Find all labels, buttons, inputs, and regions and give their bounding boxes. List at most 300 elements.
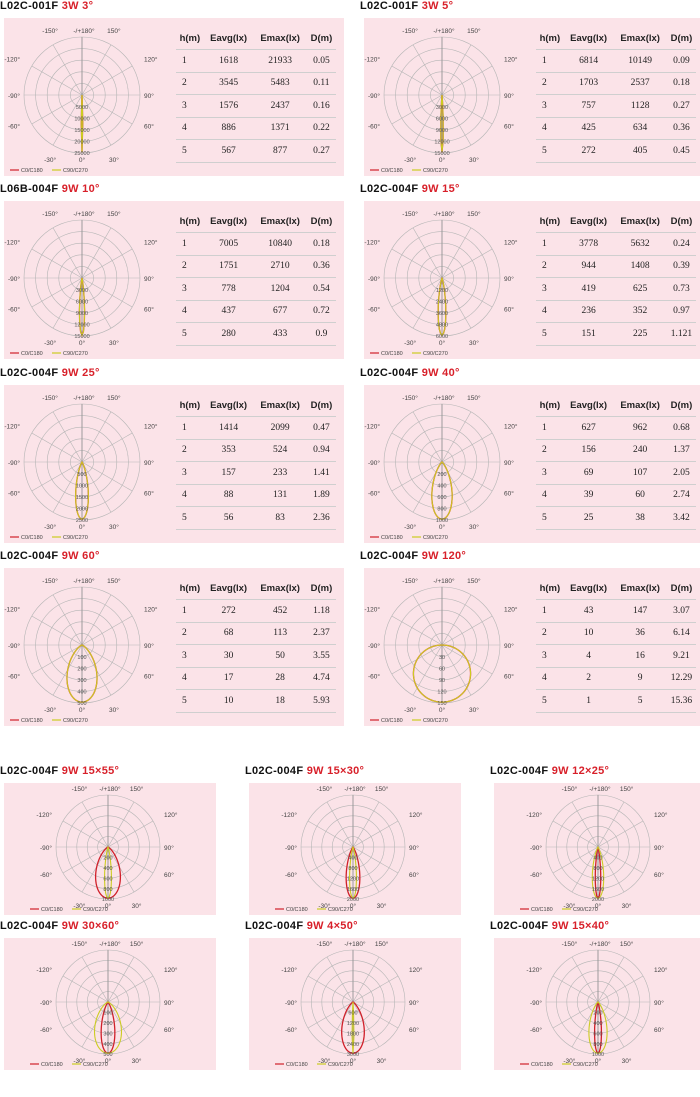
grid-spoke (53, 595, 82, 645)
table-cell: 151 (564, 323, 614, 346)
grid-spoke (108, 957, 134, 1002)
spec-label: 3W 5° (421, 0, 454, 12)
table-cell: 3 (536, 95, 564, 118)
table-row (176, 278, 336, 301)
table-cell: 2.74 (667, 484, 696, 507)
angle-label: 60° (654, 872, 664, 880)
table-cell: 1703 (564, 72, 614, 95)
table-cell: 0.11 (307, 72, 336, 95)
angle-label: 90° (164, 845, 174, 852)
table-header: Emax(lx) (613, 28, 666, 50)
radial-label: 400 (103, 1041, 113, 1048)
table-cell: 2537 (613, 72, 666, 95)
legend (10, 351, 88, 357)
table-cell: 5 (176, 507, 204, 530)
polar-chart (364, 385, 524, 543)
table-cell: 0.05 (307, 50, 336, 73)
legend-label-c0: C0/C180 (381, 718, 403, 724)
table-cell: 0.68 (667, 417, 696, 440)
legend-label-c0: C0/C180 (41, 907, 63, 913)
table-cell: 419 (564, 278, 614, 301)
table-cell: 157 (204, 462, 254, 485)
table-header: D(m) (307, 211, 336, 233)
angle-label: 30° (468, 340, 479, 347)
grid-spoke (353, 821, 398, 847)
table-cell: 4.74 (307, 667, 336, 690)
angle-label: 0° (78, 157, 86, 164)
angle-label: -120° (36, 966, 52, 974)
grid-spoke (82, 595, 111, 645)
table-cell: 962 (613, 417, 666, 440)
table-row (536, 484, 696, 507)
table-cell: 1 (536, 417, 564, 440)
grid-spoke (442, 45, 471, 95)
angle-label: 60° (409, 872, 419, 880)
angle-label: -/+180° (589, 786, 611, 793)
table-cell: 15.36 (667, 690, 696, 713)
legend-label-c90: C90/C270 (423, 535, 448, 541)
angle-label: -90° (368, 643, 380, 650)
model-name: L02C-004F (360, 367, 419, 379)
angle-label: -90° (40, 845, 52, 852)
angle-label: 120° (164, 811, 178, 819)
angle-label: 120° (144, 606, 158, 614)
table-header: h(m) (176, 28, 204, 50)
radial-label: 600 (103, 876, 113, 883)
illuminance-table (536, 395, 696, 530)
radial-label: 200 (77, 666, 87, 673)
table-cell: 69 (564, 462, 614, 485)
grid-spoke (32, 616, 82, 645)
table-row (536, 140, 696, 163)
chart-title (245, 920, 358, 932)
grid-spoke (108, 821, 153, 847)
chart-title (0, 920, 119, 932)
grid-spoke (442, 66, 492, 95)
radial-label: 500 (103, 1052, 113, 1059)
grid-spoke (32, 462, 82, 491)
table-header: Eavg(lx) (564, 28, 614, 50)
angle-label: 30° (376, 1058, 387, 1065)
angle-label: -60° (368, 123, 380, 131)
spec-label: 9W 4×50° (306, 920, 358, 932)
spec-label: 9W 25° (61, 367, 100, 379)
chart-block (0, 367, 350, 545)
angle-label: 0° (349, 903, 357, 910)
polar-chart (364, 568, 524, 726)
grid-spoke (32, 249, 82, 278)
table-cell: 21933 (253, 50, 306, 73)
table-row (536, 622, 696, 645)
grid-spoke (308, 976, 353, 1002)
table-header: D(m) (307, 395, 336, 417)
angle-label: -150° (42, 578, 58, 585)
legend-label-c90: C90/C270 (63, 351, 88, 357)
model-name: L02C-001F (360, 0, 419, 12)
radial-label: 30 (438, 654, 446, 661)
table-cell: 43 (564, 600, 614, 623)
chart-title (360, 183, 460, 195)
table-cell: 886 (204, 117, 254, 140)
table-cell: 10149 (613, 50, 666, 73)
radial-label: 4800 (435, 322, 449, 329)
table-cell: 1.121 (667, 323, 696, 346)
angle-label: 150° (467, 28, 481, 35)
grid-spoke (53, 412, 82, 462)
chart-title (0, 765, 119, 777)
legend-label-c0: C0/C180 (286, 907, 308, 913)
grid-spoke (572, 957, 598, 1002)
legend-label-c0: C0/C180 (21, 718, 43, 724)
chart-panel (364, 385, 700, 543)
angle-label: -120° (4, 606, 20, 614)
radial-label: 500 (77, 701, 87, 708)
table-header: Emax(lx) (253, 211, 306, 233)
legend-label-c0: C0/C180 (21, 168, 43, 174)
table-cell: 17 (204, 667, 254, 690)
angle-label: -150° (316, 941, 333, 948)
spec-label: 9W 40° (421, 367, 460, 379)
table-cell: 5632 (613, 233, 666, 256)
radial-label: 800 (437, 506, 447, 513)
chart-panel (4, 385, 344, 543)
angle-label: 90° (504, 643, 514, 650)
legend-label-c90: C90/C270 (573, 1062, 598, 1068)
radial-label: 60 (438, 666, 446, 673)
grid-spoke (327, 957, 353, 1002)
angle-label: -60° (368, 490, 380, 498)
table-cell: 1 (564, 690, 614, 713)
grid-spoke (353, 802, 379, 847)
angle-label: -90° (368, 93, 380, 100)
angle-label: 60° (144, 306, 154, 314)
angle-label: -/+180° (433, 578, 455, 585)
angle-label: 60° (504, 306, 514, 314)
spec-label: 9W 15° (421, 183, 460, 195)
table-cell: 131 (253, 484, 306, 507)
radial-label: 2400 (346, 1041, 360, 1048)
angle-label: -30° (404, 340, 417, 347)
model-name: L02C-004F (0, 550, 59, 562)
radial-label: 100 (103, 1010, 113, 1017)
legend-label-c0: C0/C180 (21, 351, 43, 357)
table-cell: 3778 (564, 233, 614, 256)
angle-label: -150° (316, 786, 333, 793)
table-header: D(m) (667, 211, 696, 233)
table-cell: 1414 (204, 417, 254, 440)
angle-label: 120° (144, 56, 158, 64)
angle-label: -30° (73, 1058, 86, 1065)
table-row (176, 462, 336, 485)
grid-spoke (32, 66, 82, 95)
legend-label-c0: C0/C180 (531, 1062, 553, 1068)
table-row (536, 462, 696, 485)
grid-spoke (392, 66, 442, 95)
table-cell: 233 (253, 462, 306, 485)
table-cell: 10 (564, 622, 614, 645)
radial-label: 1600 (346, 886, 360, 893)
polar-chart (4, 783, 216, 915)
angle-label: -/+180° (344, 941, 366, 948)
chart-panel (494, 783, 700, 915)
angle-label: -/+180° (344, 786, 366, 793)
table-cell: 1618 (204, 50, 254, 73)
angle-label: -150° (402, 28, 418, 35)
angle-label: -30° (563, 903, 576, 910)
grid-spoke (353, 957, 379, 1002)
polar-chart (4, 385, 164, 543)
table-row (536, 72, 696, 95)
grid-spoke (442, 433, 492, 462)
grid-spoke (32, 433, 82, 462)
table-cell: 3545 (204, 72, 254, 95)
angle-label: -120° (4, 423, 20, 431)
radial-label: 1000 (101, 897, 115, 904)
radial-label: 400 (103, 866, 113, 872)
grid-spoke (108, 802, 134, 847)
table-cell: 2 (176, 255, 204, 278)
radial-label: 120 (437, 689, 447, 696)
table-cell: 83 (253, 507, 306, 530)
table-header: h(m) (536, 28, 564, 50)
table-row (536, 278, 696, 301)
angle-label: 30° (108, 707, 119, 714)
radial-label: 12000 (434, 139, 450, 146)
table-row (536, 117, 696, 140)
angle-label: -/+180° (589, 941, 611, 948)
grid-spoke (82, 462, 132, 491)
angle-label: -90° (8, 276, 20, 283)
table-row (536, 667, 696, 690)
table-cell: 0.09 (667, 50, 696, 73)
angle-label: -90° (8, 93, 20, 100)
table-cell: 2099 (253, 417, 306, 440)
angle-label: 0° (438, 707, 446, 714)
table-row (536, 300, 696, 323)
table-cell: 5 (613, 690, 666, 713)
grid-spoke (442, 228, 471, 278)
table-row (176, 72, 336, 95)
radial-label: 200 (437, 471, 447, 478)
illuminance-table (176, 578, 336, 713)
grid-spoke (413, 45, 442, 95)
angle-label: -120° (4, 56, 20, 64)
table-header: Emax(lx) (613, 578, 666, 600)
radial-label: 3000 (75, 287, 89, 294)
chart-panel (4, 568, 344, 726)
legend (520, 907, 598, 913)
angle-label: -120° (364, 606, 380, 614)
table-header: h(m) (176, 211, 204, 233)
table-cell: 4 (564, 645, 614, 668)
angle-label: -120° (281, 811, 297, 819)
chart-title (0, 367, 100, 379)
angle-label: 120° (654, 811, 668, 819)
table-cell: 9.21 (667, 645, 696, 668)
angle-label: -90° (8, 643, 20, 650)
angle-label: 60° (409, 1027, 419, 1035)
legend-label-c90: C90/C270 (83, 907, 108, 913)
table-header: Emax(lx) (613, 211, 666, 233)
chart-block (0, 920, 212, 1070)
grid-spoke (572, 802, 598, 847)
grid-spoke (598, 802, 624, 847)
table-cell: 4 (176, 117, 204, 140)
grid-spoke (82, 412, 111, 462)
table-cell: 677 (253, 300, 306, 323)
angle-label: -30° (44, 340, 57, 347)
grid-spoke (108, 847, 153, 873)
table-row (536, 417, 696, 440)
grid-spoke (392, 249, 442, 278)
angle-label: -/+180° (73, 28, 95, 35)
grid-spoke (82, 278, 132, 307)
table-header: h(m) (176, 578, 204, 600)
model-name: L02C-004F (0, 920, 59, 932)
illuminance-table (536, 211, 696, 346)
chart-block (360, 0, 700, 178)
table-cell: 524 (253, 439, 306, 462)
table-cell: 1 (176, 417, 204, 440)
angle-label: 0° (78, 340, 86, 347)
grid-spoke (442, 616, 492, 645)
angle-label: 150° (107, 211, 121, 218)
chart-block (245, 765, 457, 915)
table-header: h(m) (176, 395, 204, 417)
legend-label-c0: C0/C180 (381, 168, 403, 174)
grid-spoke (598, 847, 643, 873)
table-row (176, 117, 336, 140)
table-cell: 12.29 (667, 667, 696, 690)
table-cell: 2437 (253, 95, 306, 118)
angle-label: 30° (468, 707, 479, 714)
radial-label: 25000 (74, 151, 90, 158)
radial-label: 1000 (75, 483, 89, 490)
grid-spoke (413, 228, 442, 278)
grid-spoke (392, 433, 442, 462)
table-row (536, 323, 696, 346)
model-name: L02C-004F (0, 367, 59, 379)
spec-label: 9W 60° (61, 550, 100, 562)
angle-label: -/+180° (73, 395, 95, 402)
angle-label: -30° (73, 903, 86, 910)
angle-label: -60° (8, 306, 20, 314)
angle-label: -60° (40, 872, 52, 880)
chart-panel (249, 783, 461, 915)
angle-label: 30° (621, 1058, 632, 1065)
angle-label: 0° (438, 340, 446, 347)
table-row (536, 645, 696, 668)
chart-panel (364, 568, 700, 726)
angle-label: -/+180° (433, 395, 455, 402)
chart-block (245, 920, 457, 1070)
angle-label: -150° (71, 941, 88, 948)
table-cell: 4 (536, 484, 564, 507)
legend-label-c0: C0/C180 (41, 1062, 63, 1068)
angle-label: -60° (285, 872, 297, 880)
table-cell: 240 (613, 439, 666, 462)
angle-label: 30° (468, 157, 479, 164)
table-header: Eavg(lx) (564, 395, 614, 417)
legend-label-c90: C90/C270 (423, 718, 448, 724)
table-cell: 0.36 (307, 255, 336, 278)
table-cell: 0.18 (667, 72, 696, 95)
illuminance-table (176, 395, 336, 530)
table-cell: 4 (176, 667, 204, 690)
radial-label: 9000 (75, 311, 89, 317)
chart-block (490, 765, 700, 915)
angle-label: -60° (368, 306, 380, 314)
table-cell: 4 (176, 484, 204, 507)
grid-spoke (553, 976, 598, 1002)
table-cell: 405 (613, 140, 666, 163)
table-cell: 877 (253, 140, 306, 163)
angle-label: 120° (144, 423, 158, 431)
model-name: L02C-004F (490, 765, 549, 777)
table-cell: 16 (613, 645, 666, 668)
angle-label: 120° (409, 811, 423, 819)
angle-label: -150° (42, 395, 58, 402)
grid-spoke (442, 278, 492, 307)
table-cell: 0.94 (307, 439, 336, 462)
legend-label-c90: C90/C270 (63, 535, 88, 541)
model-name: L02C-004F (245, 920, 304, 932)
radial-label: 1800 (346, 1031, 360, 1038)
model-name: L02C-004F (360, 183, 419, 195)
chart-block (490, 920, 700, 1070)
angle-label: -150° (402, 578, 418, 585)
radial-label: 90 (438, 678, 446, 684)
grid-spoke (108, 976, 153, 1002)
radial-label: 9000 (435, 128, 449, 134)
table-header: Eavg(lx) (204, 211, 254, 233)
grid-spoke (82, 228, 111, 278)
table-cell: 1576 (204, 95, 254, 118)
table-header: Emax(lx) (253, 578, 306, 600)
table-header: Eavg(lx) (204, 395, 254, 417)
angle-label: 60° (654, 1027, 664, 1035)
radial-label: 500 (77, 471, 87, 478)
spec-label: 9W 12×25° (551, 765, 610, 777)
angle-label: 60° (164, 872, 174, 880)
chart-panel (4, 201, 344, 359)
grid-spoke (82, 433, 132, 462)
angle-label: -120° (364, 423, 380, 431)
grid-spoke (63, 976, 108, 1002)
table-cell: 1 (176, 600, 204, 623)
angle-label: -60° (8, 673, 20, 681)
angle-label: 90° (409, 845, 419, 852)
angle-label: 90° (144, 276, 154, 283)
polar-chart (4, 938, 216, 1070)
table-row (176, 484, 336, 507)
angle-label: -90° (40, 1000, 52, 1007)
table-row (176, 690, 336, 713)
table-cell: 4 (536, 667, 564, 690)
angle-label: 30° (468, 524, 479, 531)
table-cell: 1751 (204, 255, 254, 278)
angle-label: -120° (364, 239, 380, 247)
grid-spoke (598, 821, 643, 847)
angle-label: -120° (364, 56, 380, 64)
table-row (536, 50, 696, 73)
table-cell: 0.16 (307, 95, 336, 118)
angle-label: 150° (619, 786, 634, 793)
polar-chart (364, 201, 524, 359)
radial-label: 6000 (435, 334, 449, 341)
grid-spoke (53, 45, 82, 95)
table-cell: 0.45 (667, 140, 696, 163)
